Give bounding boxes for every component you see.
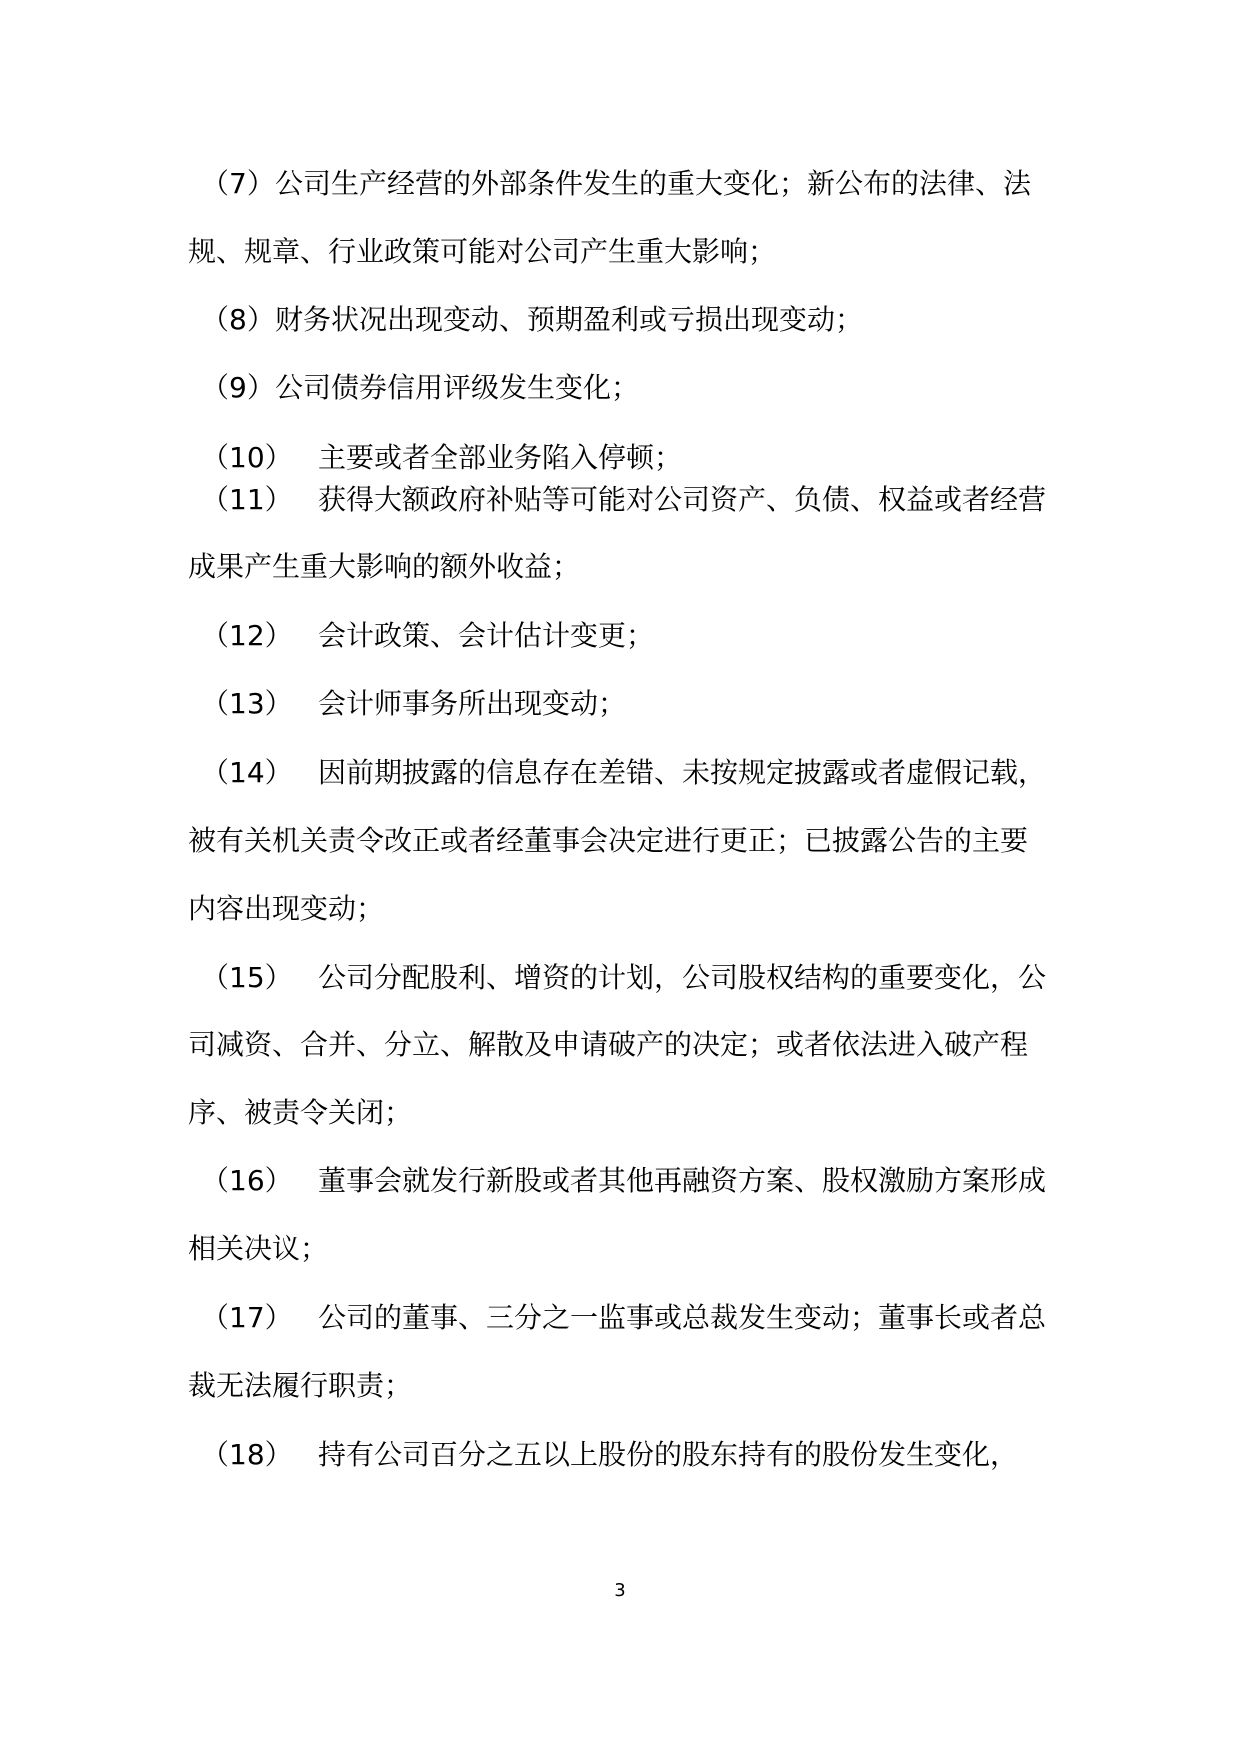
- item-label: （9）: [201, 371, 275, 404]
- item-text: 公司的董事、三分之一监事或总裁发生变动；董事长或者总: [318, 1301, 1047, 1334]
- item-text: 公司分配股利、增资的计划，公司股权结构的重要变化，公: [318, 961, 1047, 994]
- item-text: 会计政策、会计估计变更；: [318, 619, 655, 652]
- item-text: 内容出现变动；: [188, 892, 385, 925]
- item-text: 主要或者全部业务陷入停顿；: [318, 441, 683, 474]
- item-label: （8）: [201, 303, 275, 336]
- item-label: （7）: [201, 167, 275, 200]
- item-text: 规、规章、行业政策可能对公司产生重大影响；: [188, 235, 777, 268]
- item-text: 成果产生重大影响的额外收益；: [188, 550, 581, 583]
- item-label: （11）: [201, 483, 293, 516]
- item-text: 公司债券信用评级发生变化；: [275, 371, 640, 404]
- item-text: 序、被责令关闭；: [188, 1096, 413, 1129]
- item-text: 相关决议；: [188, 1232, 329, 1265]
- item-label: （15）: [201, 961, 293, 994]
- item-label: （13）: [201, 687, 293, 720]
- item-text: 持有公司百分之五以上股份的股东持有的股份发生变化，: [318, 1438, 1019, 1471]
- item-text: 公司生产经营的外部条件发生的重大变化；新公布的法律、法: [275, 167, 1032, 200]
- item-label: （12）: [201, 619, 293, 652]
- item-text: 董事会就发行新股或者其他再融资方案、股权激励方案形成: [318, 1164, 1047, 1197]
- item-label: （18）: [201, 1438, 293, 1471]
- item-text: 裁无法履行职责；: [188, 1369, 413, 1402]
- page-number: 3: [614, 1580, 626, 1601]
- item-label: （16）: [201, 1164, 293, 1197]
- item-label: （10）: [201, 441, 293, 474]
- item-text: 获得大额政府补贴等可能对公司资产、负债、权益或者经营: [318, 483, 1047, 516]
- item-text: 因前期披露的信息存在差错、未按规定披露或者虚假记载，: [318, 756, 1047, 789]
- item-label: （17）: [201, 1301, 293, 1334]
- item-text: 司减资、合并、分立、解散及申请破产的决定；或者依法进入破产程: [188, 1028, 1029, 1061]
- item-text: 会计师事务所出现变动；: [318, 687, 627, 720]
- item-text: 被有关机关责令改正或者经董事会决定进行更正；已披露公告的主要: [188, 824, 1029, 857]
- item-label: （14）: [201, 756, 293, 789]
- item-text: 财务状况出现变动、预期盈利或亏损出现变动；: [275, 303, 864, 336]
